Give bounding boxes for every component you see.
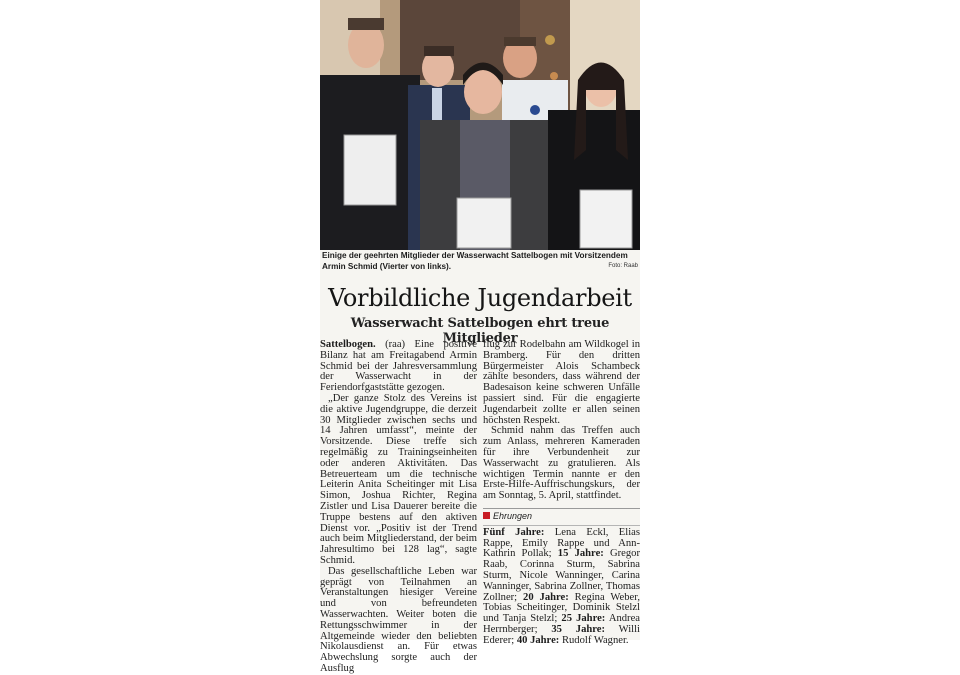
honor-years: Fünf Jahre: bbox=[483, 526, 545, 538]
honors-heading bbox=[483, 508, 640, 526]
honors-label: Ehrungen bbox=[493, 510, 533, 521]
honor-names: Regina Weber, Tobias Scheitinger, Dominik Stelzl und Tanja Stelzl; bbox=[483, 591, 640, 625]
group-photo bbox=[320, 0, 640, 250]
paragraph-5: Schmid nahm das Treffen auch zum Anlass, mehreren Kameraden für ihre Verbundenheit zur Wasserwacht zu gratulieren. Als wichtigen Termin nannte er den Erste-Hilfe-Auffrischungskurs, der am Sonntag, 5. April, stattfindet. bbox=[483, 425, 640, 502]
paragraph-4: flug zur Rodelbahn am Wildkogel in Bramberg. Für den dritten Bürgermeister Alois Schambeck zählte besonders, dass während der Badesaison keine schweren Unfälle passiert sind. Für die engagierte Jugendarbeit zollte er allen seinen höchsten Respekt. bbox=[483, 339, 640, 426]
honors-list bbox=[483, 528, 640, 647]
honor-years: 40 Jahre: bbox=[516, 634, 560, 646]
photo-credit: Foto: Raab bbox=[608, 263, 638, 269]
honor-years: 15 Jahre: bbox=[557, 548, 604, 560]
photo-caption bbox=[322, 251, 638, 272]
subheadline: Wasserwacht Sattelbogen ehrt treue Mitglieder bbox=[350, 316, 610, 346]
newspaper-clipping bbox=[320, 0, 640, 674]
caption-line-2: Armin Schmid (Vierter von links). bbox=[322, 261, 452, 271]
caption-line-1: Einige der geehrten Mitglieder der Wasserwacht Sattelbogen mit Vorsitzendem bbox=[322, 251, 628, 260]
red-square-icon bbox=[483, 512, 490, 519]
honor-names: Andrea Herrnberger; bbox=[483, 613, 640, 635]
honor-names: Willi Ederer; bbox=[483, 623, 640, 646]
honor-names: Gregor Raab, Corinna Sturm, Sabrina Sturm, Nicole Wanninger, Carina Wanninger, Sabrina Zollner, Thomas Zollner; bbox=[483, 548, 640, 603]
honor-names: Rudolf Wagner. bbox=[559, 634, 629, 646]
article-column-left bbox=[320, 340, 477, 675]
paragraph-2: „Der ganze Stolz des Vereins ist die aktive Jugendgruppe, die derzeit 30 Mitglieder zwischen sechs und 14 Jahren umfasst“, meinte der Vorsitzende. Diese treffe sich regelmäßig zu Trainingseinheiten oder anderen Aktivitäten. Das Betreuerteam um die technische Leiterin Anita Scheitinger mit Lisa Simon, Joshua Richter, Regina Zistler und Lisa Dauerer bereite die Truppe bestens auf den aktiven Dienst vor. „Positiv ist der Trend auch beim Mitgliederstand, der beim Jahresultimo bei 128 lag“, sagte Schmid. bbox=[320, 392, 477, 566]
paragraph-1-text: (raa) Eine positive Bilanz hat am Freitagabend Armin Schmid bei der Jahresversammlung der Wasserwacht in der Feriendorfgaststätte gezogen. bbox=[320, 339, 477, 394]
paragraph-1 bbox=[320, 340, 477, 394]
divider bbox=[483, 525, 640, 526]
honor-years: 25 Jahre: bbox=[561, 613, 606, 625]
headline: Vorbildliche Jugendarbeit bbox=[328, 284, 632, 312]
article-column-right bbox=[483, 340, 640, 647]
dateline: Sattelbogen. bbox=[320, 339, 376, 350]
honor-years: 35 Jahre: bbox=[551, 623, 605, 635]
honor-names: Lena Eckl, Elias Rappe, Emily Rappe und Ann-Kathrin Pollak; bbox=[483, 526, 640, 560]
honor-years: 20 Jahre: bbox=[523, 591, 569, 603]
paragraph-3: Das gesellschaftliche Leben war geprägt von Teilnahmen an Veranstaltungen hiesiger Vereine und von befreundeten Wasserwachten. Weiter boten die Rettungsschwimmer in der Altgemeinde wieder den beliebten Nikolausdienst an. Für etwas Abwechslung sorgte auch der Ausflug bbox=[320, 565, 477, 674]
